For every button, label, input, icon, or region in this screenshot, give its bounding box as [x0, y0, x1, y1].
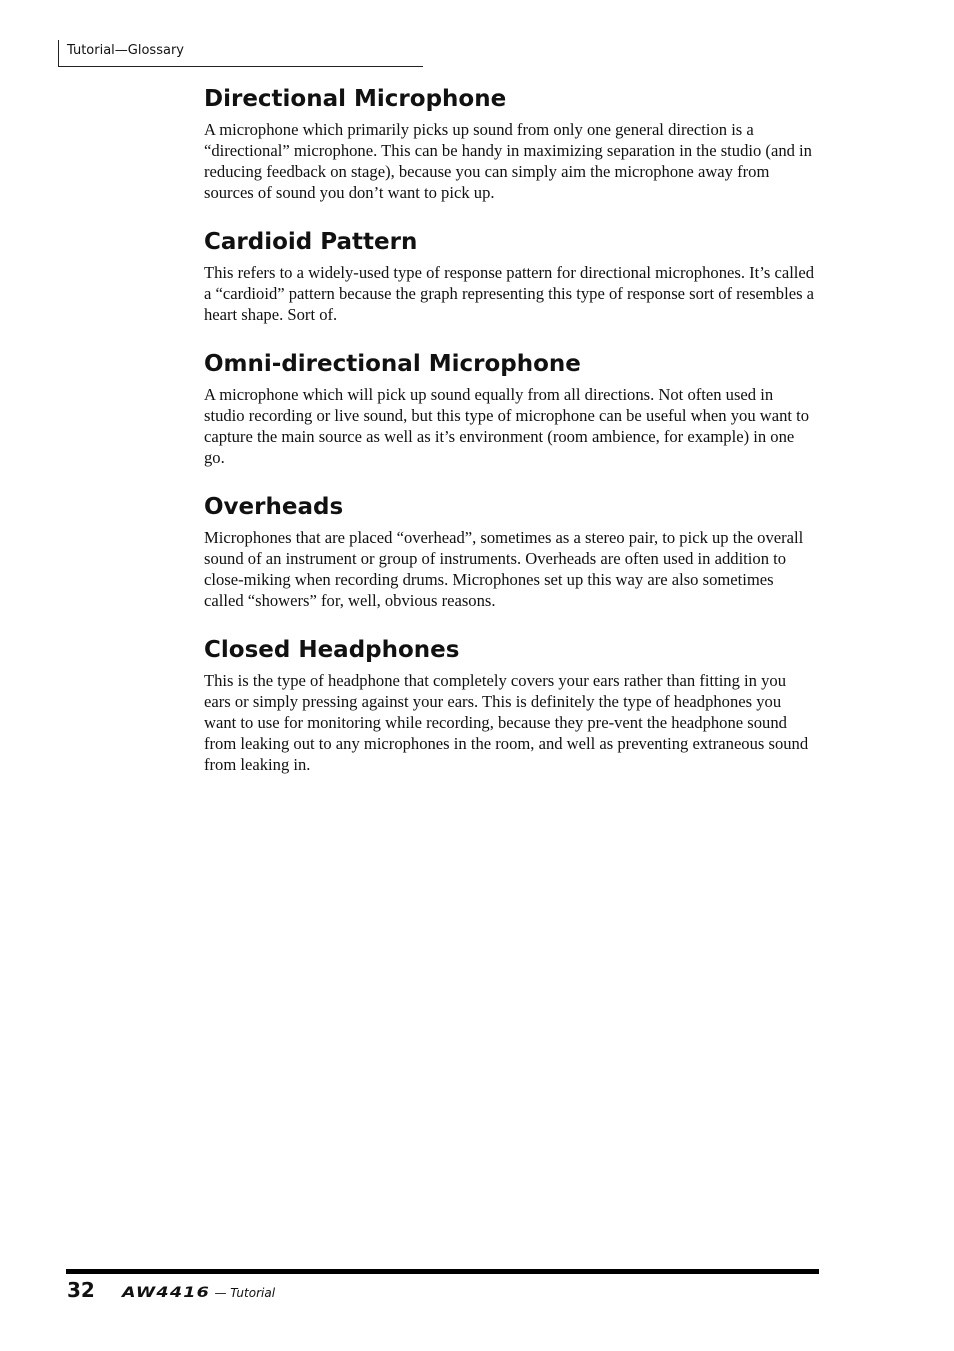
- entry-body: A microphone which will pick up sound equally from all directions. Not often used in studio recording or live sound, but this type of microphone can be useful when you want to capture the main source as well as it’s environment (room ambience, for example) in one go.: [204, 385, 810, 467]
- glossary-content: [204, 84, 816, 799]
- entry-title: Closed Headphones: [204, 637, 460, 663]
- glossary-entry-directional-microphone: [204, 84, 816, 203]
- footer-brand: [122, 1285, 275, 1301]
- glossary-entry-closed-headphones: [204, 635, 816, 775]
- entry-body: This refers to a widely-used type of response pattern for directional microphones. It’s called a “cardioid” pattern because the graph representing this type of response sort of resembles a heart shape. Sort of.: [204, 263, 815, 324]
- product-logo: AW4416: [122, 1285, 211, 1301]
- entry-body: A microphone which primarily picks up sound from only one general direction is a “directional” microphone. This can be handy in maximizing separation in the studio (and in reducing feedback on stage), because you can simply aim the microphone away from sources of sound you don’t want to pick up.: [204, 120, 812, 202]
- entry-title: Directional Microphone: [204, 86, 507, 112]
- section-title: Tutorial—Glossary: [67, 43, 184, 58]
- entry-title: Overheads: [204, 494, 344, 520]
- glossary-entry-omni-directional-microphone: [204, 349, 816, 468]
- entry-body: Microphones that are placed “overhead”, sometimes as a stereo pair, to pick up the overall sound of an instrument or group of instruments. Overheads are often used in addition to close-miking when recording drums. Microphones set up this way are also sometimes called “showers” for, well, obvious reasons.: [204, 528, 804, 610]
- running-header: [58, 40, 423, 67]
- footer-rule: [66, 1269, 819, 1274]
- page-number: 32: [67, 1278, 95, 1302]
- entry-body: This is the type of headphone that completely covers your ears rather than fitting in you ears or simply pressing against your ears. This is definitely the type of headphones you want to use for monitoring while recording, because they pre-vent the headphone sound from leaking out to any microphones in the room, and well as preventing extraneous sound from leaking in.: [204, 671, 809, 774]
- entry-title: Cardioid Pattern: [204, 229, 418, 255]
- glossary-entry-cardioid-pattern: [204, 227, 816, 325]
- footer-suffix: — Tutorial: [214, 1286, 276, 1300]
- glossary-entry-overheads: [204, 492, 816, 611]
- entry-title: Omni-directional Microphone: [204, 351, 581, 377]
